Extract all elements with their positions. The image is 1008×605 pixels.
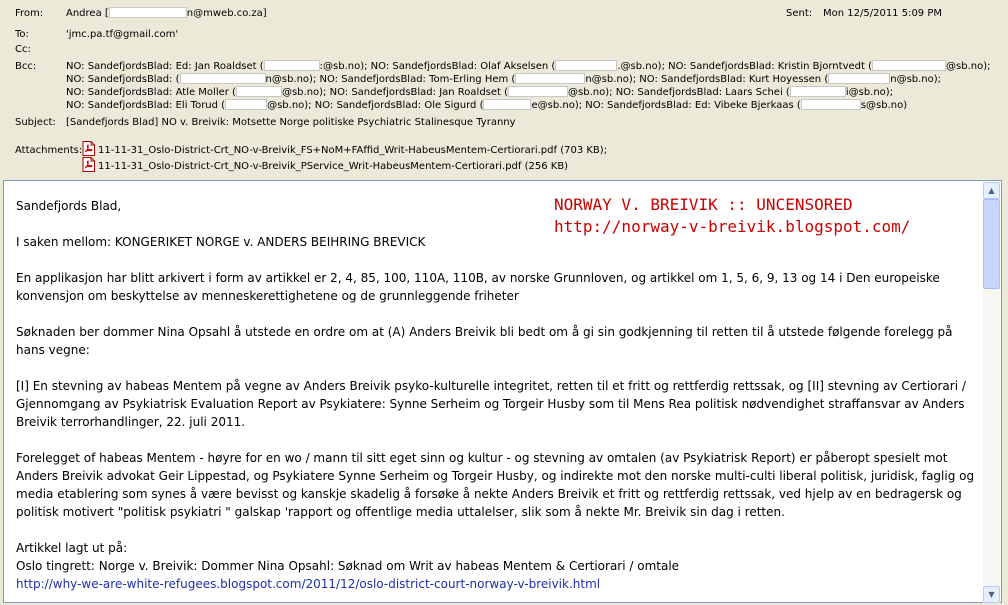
bcc-text: @sb.no); NO: SandefjordsBlad: Jan Roaldset ( <box>281 87 509 98</box>
message-body[interactable] <box>3 180 1002 603</box>
bcc-text: s@sb.no) <box>860 100 908 111</box>
to-label: To: <box>15 29 29 40</box>
subject-value: [Sandefjords Blad] NO v. Breivik: Motsette Norge politiske Psychiatric Stalinesque Tyranny <box>66 117 516 128</box>
scroll-thumb[interactable] <box>983 199 1000 289</box>
redaction-box <box>801 99 861 110</box>
vertical-scrollbar[interactable] <box>983 182 1000 603</box>
bcc-line-1[interactable] <box>66 60 990 73</box>
bcc-text: NO: SandefjordsBlad: Atle Moller ( <box>66 87 236 98</box>
message-header <box>0 0 1008 180</box>
bcc-text: @sb.no); NO: SandefjordsBlad: Ole Sigurd ( <box>267 100 484 111</box>
bcc-line-3[interactable] <box>66 86 893 99</box>
bcc-text: n@sb.no); NO: SandefjordsBlad: Kurt Hoyessen ( <box>585 74 829 85</box>
from-domain: n@mweb.co.za] <box>186 8 267 19</box>
from-value[interactable] <box>66 7 267 20</box>
bcc-text: e@sb.no); NO: SandefjordsBlad: Ed: Vibeke Bjerkaas ( <box>531 100 801 111</box>
paragraph: En applikasjon har blitt arkivert i form av artikkel er 2, 4, 85, 100, 110A, 110B, av norske Grunnloven, og artikkel om 1, 5, 6, 9, 13 og 14 i Den europeiske konvensjon om beskyttelse av menneskerettighetene og de grunnleggende friheter <box>16 271 940 303</box>
bcc-text: i@sb.no); <box>845 87 894 98</box>
redaction-box <box>790 86 846 97</box>
banner-title: NORWAY V. BREIVIK :: UNCENSORED <box>554 195 853 214</box>
pdf-icon <box>82 141 95 156</box>
redaction-box <box>236 86 282 97</box>
bcc-label: Bcc: <box>15 61 37 72</box>
redaction-box <box>264 60 320 71</box>
sent-value: Mon 12/5/2011 5:09 PM <box>823 8 943 19</box>
bcc-text: n@sb.no); <box>890 74 942 85</box>
bcc-text: NO: SandefjordsBlad: ( <box>66 74 180 85</box>
to-value[interactable]: 'jmc.pa.tf@gmail.com' <box>66 29 179 40</box>
bcc-text: n@sb.no); NO: SandefjordsBlad: Tom-Erling Hem ( <box>265 74 516 85</box>
article-link[interactable]: http://why-we-are-white-refugees.blogspot.com/2011/12/oslo-district-court-norway-v-breivik.html <box>16 577 601 591</box>
paragraph: [I] En stevning av habeas Mentem på vegne av Anders Breivik psyko-kulturelle integritet, retten til et fritt og rettferdig rettssak, og [II] stevning av Certiorari / Gjennomgang av Psykiatrisk Evaluation Report av Psykiatere: Synne Serheim og Torgeir Husby som til Mens Rea politisk nødvendighet straffansvar av Anders Breivik terrorhandlinger, 22. juli 2011. <box>16 379 966 429</box>
attachments-label: Attachments: <box>15 145 83 156</box>
message-text <box>16 197 976 593</box>
paragraph: Forelegget of habeas Mentem - høyre for en wo / mann til sitt eget sinn og kultur - og stevning av omtalen (av Psykiatrisk Report) er påberopt spesielt mot Anders Breivik advokat Geir Lippestad, og Psykiatere Synne Serheim og Torgeir Husby, og indirekte mot den norske multi-culti liberal politisk, juridisk, faglig og media etablering som synes å være bevisst og kanskje skadelig å forsøke å nekte Anders Breivik et fritt og rettferdig rettssak, ved hjelp av en bedragersk og politisk motivert "politisk psykiatri " galskap 'rapport og offentlige media uttalelser, slik som å nekte Mr. Breivik sin dag i retten. <box>16 451 975 519</box>
paragraph: Oslo tingrett: Norge v. Breivik: Dommer Nina Opsahl: Søknad om Writ av habeas Mentem & Certiorari / omtale <box>16 559 680 573</box>
from-label: From: <box>15 8 44 19</box>
redaction-box <box>508 86 568 97</box>
bcc-text: @sb.no); <box>946 61 991 72</box>
redaction-box <box>109 7 187 18</box>
attachment-name: 11-11-31_Oslo-District-Crt_NO-v-Breivik_PService_Writ-HabeusMentem-Certiorari.pdf (256 KB) <box>98 161 569 172</box>
attachment-item[interactable] <box>82 141 607 157</box>
bcc-line-4[interactable] <box>66 99 907 112</box>
redaction-box <box>225 99 267 110</box>
sent-label: Sent: <box>786 8 813 19</box>
redaction-box <box>828 73 890 84</box>
redaction-box <box>180 73 266 84</box>
attachment-item[interactable] <box>82 157 568 173</box>
paragraph: Artikkel lagt ut på: <box>16 541 128 555</box>
cc-label: Cc: <box>15 44 31 55</box>
pdf-icon <box>82 157 95 172</box>
bcc-text: NO: SandefjordsBlad: Ed: Jan Roaldset ( <box>66 61 264 72</box>
redaction-box <box>515 73 585 84</box>
bcc-text: @sb.no); NO: SandefjordsBlad: Laars Schei ( <box>568 87 790 98</box>
scroll-down-icon[interactable]: ▼ <box>983 586 1000 603</box>
bcc-text: :@sb.no); NO: SandefjordsBlad: Olaf Akselsen ( <box>319 61 556 72</box>
banner-url[interactable]: http://norway-v-breivik.blogspot.com/ <box>554 217 911 236</box>
bcc-text: NO: SandefjordsBlad: Eli Torud ( <box>66 100 226 111</box>
paragraph: Søknaden ber dommer Nina Opsahl å utstede en ordre om at (A) Anders Breivik bli bedt om å gi sin godkjenning til retten til å utstede følgende forelegg på hans vegne: <box>16 325 953 357</box>
from-name: Andrea [ <box>66 8 109 19</box>
redaction-box <box>872 60 946 71</box>
redaction-box <box>555 60 617 71</box>
greeting: Sandefjords Blad, <box>16 199 122 213</box>
scroll-up-icon[interactable]: ▲ <box>983 182 1000 199</box>
attachment-name: 11-11-31_Oslo-District-Crt_NO-v-Breivik_FS+NoM+FAffid_Writ-HabeusMentem-Certiorari.pdf (703 KB); <box>98 145 608 156</box>
bcc-text: .@sb.no); NO: SandefjordsBlad: Kristin Bjorntvedt ( <box>617 61 872 72</box>
paragraph: I saken mellom: KONGERIKET NORGE v. ANDERS BEIHRING BREVICK <box>16 235 426 249</box>
subject-label: Subject: <box>15 117 56 128</box>
redaction-box <box>483 99 531 110</box>
bcc-line-2[interactable] <box>66 73 941 86</box>
